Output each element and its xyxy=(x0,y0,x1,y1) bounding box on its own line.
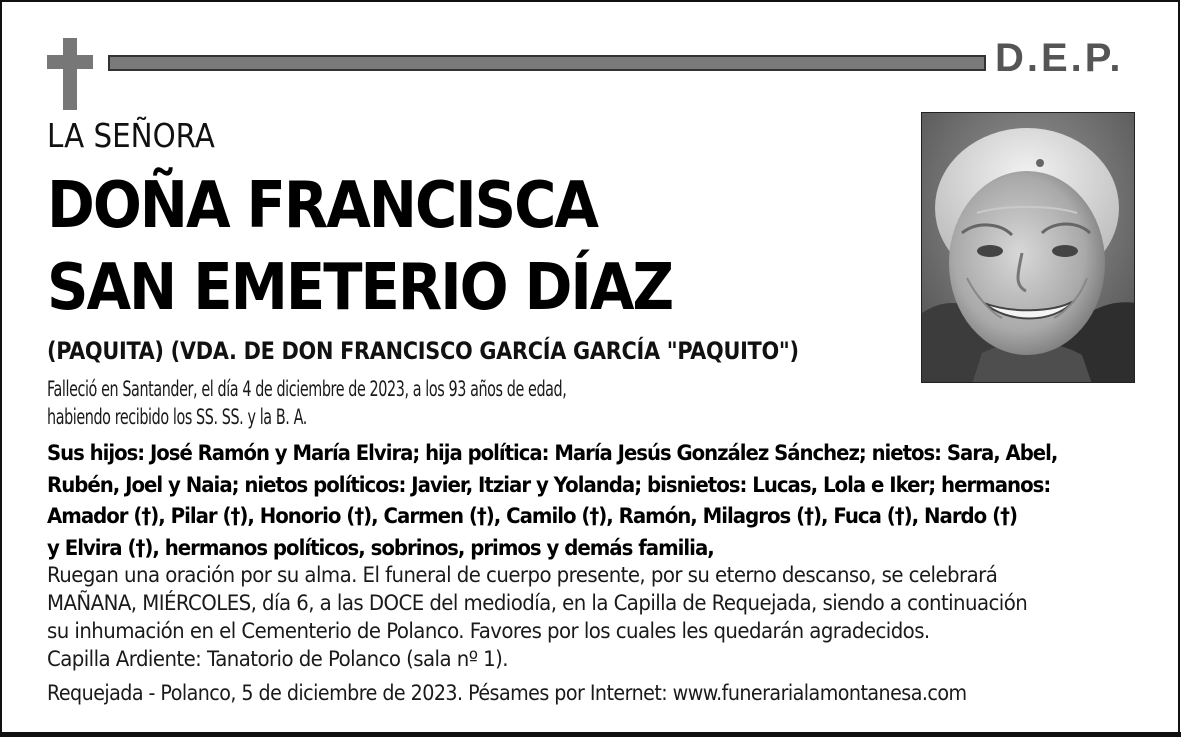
closing-line xyxy=(47,679,1147,707)
family-line: Amador (†), Pilar (†), Honorio (†), Carmen (†), Camilo (†), Ramón, Milagros (†), Fuca (†), Nardo (†) xyxy=(47,504,1017,529)
funeral-line: su inhumación en el Cementerio de Polanco. Favores por los cuales les quedarán agradecidos. xyxy=(47,619,930,643)
family-line: Rubén, Joel y Naia; nietos políticos: Javier, Itziar y Yolanda; bisnietos: Lucas, Lola e Iker; hermanos: xyxy=(47,472,1051,498)
deceased-portrait xyxy=(921,112,1135,383)
alias-line: (PAQUITA) (VDA. DE DON FRANCISCO GARCÍA GARCÍA "PAQUITO") xyxy=(47,337,799,365)
funeral-line: Capilla Ardiente: Tanatorio de Polanco (sala nº 1). xyxy=(47,647,509,671)
place-date-website: Requejada - Polanco, 5 de diciembre de 2023. Pésames por Internet: www.funerarialamontanesa.com xyxy=(47,681,967,705)
portrait-image xyxy=(922,113,1135,383)
header-rule xyxy=(108,55,986,71)
funeral-line: MAÑANA, MIÉRCOLES, día 6, a las DOCE del mediodía, en la Capilla de Requejada, siendo a continuación xyxy=(47,591,1028,615)
title-prefix: LA SEÑORA xyxy=(47,116,215,155)
bottom-rule xyxy=(0,732,1181,737)
family-line: Sus hijos: José Ramón y María Elvira; hija política: María Jesús González Sánchez; nietos: Sara, Abel, xyxy=(47,441,1058,466)
death-notice-line: Falleció en Santander, el día 4 de diciembre de 2023, a los 93 años de edad, xyxy=(47,377,567,401)
deceased-name-line-2: SAN EMETERIO DÍAZ xyxy=(47,251,673,325)
funeral-details xyxy=(47,561,1147,673)
death-notice-line: habiendo recibido los SS. SS. y la B. A. xyxy=(47,405,307,429)
dep-label: D.E.P. xyxy=(995,36,1124,80)
family-line: y Elvira (†), hermanos políticos, sobrinos, primos y demás familia, xyxy=(47,535,714,561)
funeral-line: Ruegan una oración por su alma. El funeral de cuerpo presente, por su eterno descanso, se celebrará xyxy=(47,563,998,587)
cross-icon xyxy=(35,38,99,110)
deceased-name-line-1: DOÑA FRANCISCA xyxy=(47,169,597,243)
death-notice xyxy=(47,375,1147,431)
family-list xyxy=(47,438,1147,564)
